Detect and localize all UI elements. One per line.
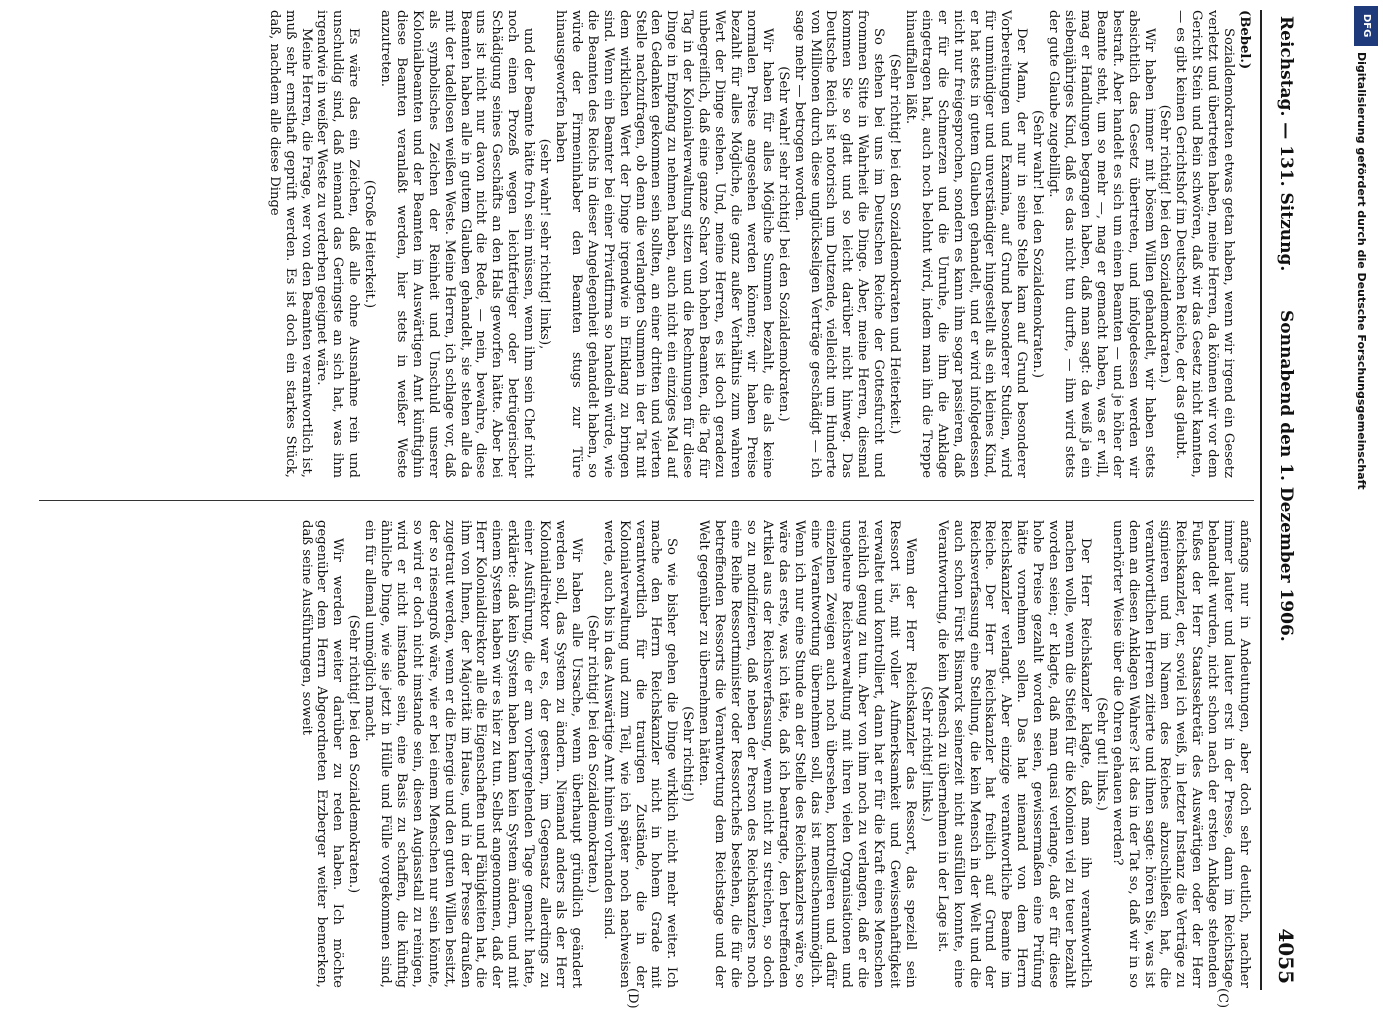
paragraph: und der Beamte hätte froh sein müssen, wenn ihm sein Chef nicht noch einen Prozeß wegen leichtfertiger oder betrügerischer Schädigung seines Geschäfts an den Hals geworfen hätte. Aber bei uns ist nicht nur davon nicht die Rede, — nein, bewahre, diese Beamten haben alle in gutem Glauben gehandelt, sie stehen alle da mit der tadellosen weißen Weste. Meine Herren, ich schlage vor, daß als symbolisches Zeichen der Reinheit und Unschuld unserer Kolonialbeamten und der Beamten im Auswärtigen Amt künftighin diese Beamten veranlaßt werden, hier stets in weißer Weste anzutreten. bbox=[378, 10, 537, 478]
paragraph: Es wäre das ein Zeichen, daß alle ohne Ausnahme rein und unschuldig sind, daß niemand das Geringste an sich hat, was ihm irgendwie in weißer Weste zu verderben geeignet wäre. bbox=[314, 10, 362, 478]
digitization-credit-text: Digitalisierung gefördert durch die Deutsche Forschungsgemeinschaft bbox=[1355, 52, 1368, 490]
paragraph: Meine Herren, die Frage, wer von den Beamten verantwortlich ist, muß sehr ernsthaft geprüft werden. Es ist doch ein starkes Stück, daß, nachdem alle diese Dinge bbox=[266, 10, 314, 478]
page-header bbox=[1260, 10, 1302, 990]
paragraph: Wenn der Herr Reichskanzler das Ressort, das speziell sein Ressort ist, mit voller Aufmerksamkeit und Gewissenhaftigkeit verwaltet und kontrolliert, dann hat er für die Kraft eines Menschen reichlich genug zu tun. Aber von ihm noch zu verlangen, daß er die ungeheure Reichsverwaltung mit ihren vielen Organisationen und einzelnen Zweigen auch noch übersehen, kontrollieren und dafür eine Verantwortung übernehmen soll, das ist menschenunmöglich. Wenn ich nur eine Stunde an der Stelle des Reichskanzlers wäre, so wäre das erste, was ich täte, daß ich beantragte, den betreffenden Artikel aus der Reichsverfassung, wenn nicht zu streichen, so doch so zu modifizieren, daß neben der Person des Reichskanzlers noch eine Reihe Ressortminister oder Ressortchefs bestehen, die für die betreffenden Ressorts die Verantwortung dem Reichstage und der Welt gegenüber zu übernehmen hätten. bbox=[696, 520, 918, 988]
margin-marker-d: (D) bbox=[625, 988, 640, 1009]
rotated-document-page bbox=[10, 0, 1310, 1009]
paragraph: Wir haben für alles Mögliche Summen bezahlt, die als keine normalen Preise angesehen werden können; wir haben Preise bezahlt für alles Mögliche, die ganz außer Verhältnis zum wahren Wert der Dinge stehen. Und, meine Herren, es ist doch geradezu unbegreiflich, daß eine ganze Schar von hohen Beamten, die Tag für Tag in der Kolonialverwaltung sitzen und die Rechnungen für diese Dinge in Empfang zu nehmen haben, auch nicht ein einziges Mal auf den Gedanken gekommen sein sollten, an einer dritten und vierten Stelle nachzufragen, ob denn die verlangten Summen in der Tat mit dem wirklichen Wert der Dinge irgendwie in Einklang zu bringen sind. Wenn ein Beamter bei einer Privatfirma so handeln würde, wie die Beamten des Reichs in dieser Angelegenheit gehandelt haben, so würde der Firmeninhaber den Beamten stugs zur Türe hinausgeworfen haben bbox=[553, 10, 775, 478]
paragraph: So stehen bei uns im Deutschen Reiche der Gottesfurcht und frommen Sitte in Wahrheit die Dinge. Aber, meine Herren, diesmal kommen Sie so glatt und so leicht darüber nicht hinweg. Das Deutsche Reich ist notorisch um Dutzende, vielleicht um Hunderte von Millionen durch diese unglückseligen Verträge geschädigt — ich sage mehr — betrogen worden. bbox=[791, 10, 887, 478]
interjection: (Sehr richtig! bei den Sozialdemokraten und Heiterkeit.) bbox=[887, 53, 903, 435]
paragraph: Sozialdemokraten etwas getan haben, wenn wir irgend ein Gesetz verletzt und übertreten haben, meine Herren, da können wir vor dem Gericht Stein und Bein schwören, daß wir das Gesetz nicht kannten, — es gibt keinen Gerichtshof im Deutschen Reiche, der das glaubt. bbox=[1173, 10, 1237, 478]
interjection: (Sehr richtig!) bbox=[680, 706, 696, 802]
paragraph: So wie bisher gehen die Dinge wirklich nicht mehr weiter. Ich mache den Herrn Reichskanzler nicht in hohem Grade mit verantwortlich für die traurigen Zustände, die in der Kolonialverwaltung und zum Teil, wie ich später noch nachweisen werde, auch bis in das Auswärtige Amt hinein vorhanden sind. bbox=[600, 520, 680, 988]
column-divider bbox=[39, 500, 1254, 501]
interjection: (Sehr wahr! bei den Sozialdemokraten.) bbox=[1030, 110, 1046, 378]
right-text-column bbox=[42, 520, 1252, 988]
paragraph: Wir haben immer mit bösem Willen gehandelt, wir haben stets absichtlich das Gesetz übertreten, und infolgedessen werden wir bestraft. Aber handelt es sich um einen Beamten — und je höher der Beamte steht, um so mehr —, mag er gemacht haben, was er will, mag er Handlungen begangen haben, daß man sagt: da weiß ja ein siebenjähriges Kind, daß es das nicht tun durfte, — ihm wird stets der gute Glaube zugebilligt. bbox=[1046, 10, 1157, 478]
paragraph: Wir werden weiter darüber zu reden haben. Ich möchte gegenüber dem Herrn Abgeordneten Erzberger weiter bemerken, daß seine Ausführungen, soweit bbox=[298, 520, 346, 988]
header-date: Sonnabend den 1. Dezember 1906. bbox=[1276, 310, 1296, 642]
interjection: (Sehr wahr! sehr richtig! bei den Sozialdemokraten.) bbox=[775, 66, 791, 422]
dfg-logo: DFG bbox=[1354, 6, 1378, 46]
header-left: Reichstag. — 131. Sitzung. bbox=[1276, 16, 1296, 272]
interjection: (Sehr richtig! links.) bbox=[918, 686, 934, 822]
interjection: (Sehr richtig! bei den Sozialdemokraten.) bbox=[584, 614, 600, 894]
interjection: (Sehr richtig! bei den Sozialdemokraten.) bbox=[346, 614, 362, 894]
interjection: (Sehr richtig! bei den Sozialdemokraten.) bbox=[1157, 104, 1173, 384]
paragraph: Der Mann, der nur in seine Stelle kam auf Grund besonderer Vorbereitungen und Examina, auf Grund besonderer Studien, wird für unmündiger und unverständiger hingestellt als ein kleines Kind, er hat stets in gutem Glauben gehandelt, und er wird infolgedessen nicht nur freigesprochen, sondern es kann ihm sogar passieren, daß er für die Schmerzen und die Unruhe, die ihm die Anklage eingetragen hat, auch noch belohnt wird, indem man ihn die Treppe hinauffallen läßt. bbox=[902, 10, 1030, 478]
paragraph: Wir haben alle Ursache, wenn überhaupt gründlich geändert werden soll, das System zu ändern. Niemand anders als der Herr Kolonialdirektor war es, der gestern, im Gegensatz allerdings zu einer Ausführung, die er am vorhergehenden Tage gemacht hatte, erklärte: daß kein System haben kann kein System ändern, und mit einem System haben wir es hier zu tun. Selbst angenommen, daß der Herr Kolonialdirektor alle die Eigenschaften und Fähigkeiten hat, die ihm von Ihnen, der Majorität im Hause, und in der Presse draußen zugetraut werden, wenn er die Energie und den guten Willen besitzt, der so riesengroß wäre, wie er bei einem Menschen nur sein könnte, so wird er doch nicht imstande sein, diesen Augiasstall zu reinigen, wird er nicht imstande sein, eine Basis zu schaffen, die künftig ähnliche Dinge, wie sie jetzt in Hülle und Fülle vorgekommen sind, ein für allemal unmöglich macht. bbox=[362, 520, 584, 988]
interjection: (Sehr gut! links.) bbox=[1093, 697, 1109, 811]
interjection: (sehr wahr! sehr richtig! links), bbox=[537, 138, 553, 350]
left-text-column bbox=[42, 10, 1252, 478]
paragraph: Der Herr Reichskanzler klagte, daß man ihn verantwortlich machen wolle, wenn die Stiefel für die Kolonien viel zu teuer bezahlt worden seien; er klagte, daß man quasi verlange, daß er für diese hohe Preise gezahlt worden seien, gewissermaßen eine Prüfung hätte vornehmen sollen. Das hat niemand von dem Herrn Reichskanzler verlangt. Aber einzige verantwortliche Beamte im Reiche. Der Herr Reichskanzler hat freilich auf Grund der Reichsverfassung eine Stellung, die kein Mensch in der Welt und die auch schon Fürst Bismarck seinerzeit nicht ausfüllen konnte, eine Verantwortung, die kein Mensch zu übernehmen in der Lage ist. bbox=[934, 520, 1093, 988]
digitization-credit-strip bbox=[1350, 0, 1383, 1000]
page-number: 4055 bbox=[1274, 928, 1298, 984]
margin-marker-c: (C) bbox=[1215, 988, 1230, 1009]
interjection: (Große Heiterkeit.) bbox=[362, 179, 378, 309]
speaker-name: (Bebel.) bbox=[1237, 10, 1252, 70]
paragraph: anfangs nur in Andeutungen, aber doch sehr deutlich, nachher immer lauter und lauter erst in der Presse, dann im Reichstage behandelt wurden, nicht schon nach der ersten Anklage stehenden Fußes der Herr Staatssekretär des Auswärtigen oder der Herr Reichskanzler, der, soviel ich weiß, in letzter Instanz die Verträge zu signieren und im Namen des Reiches abzuschließen hat, die verantwortlichen Herren zitierte und ihnen sagte: hören Sie, was ist denn an diesen Anklagen Wahres? ist das in der Tat so, daß wir in so unerhörter Weise über die Ohren gehauen werden? bbox=[1109, 520, 1252, 988]
